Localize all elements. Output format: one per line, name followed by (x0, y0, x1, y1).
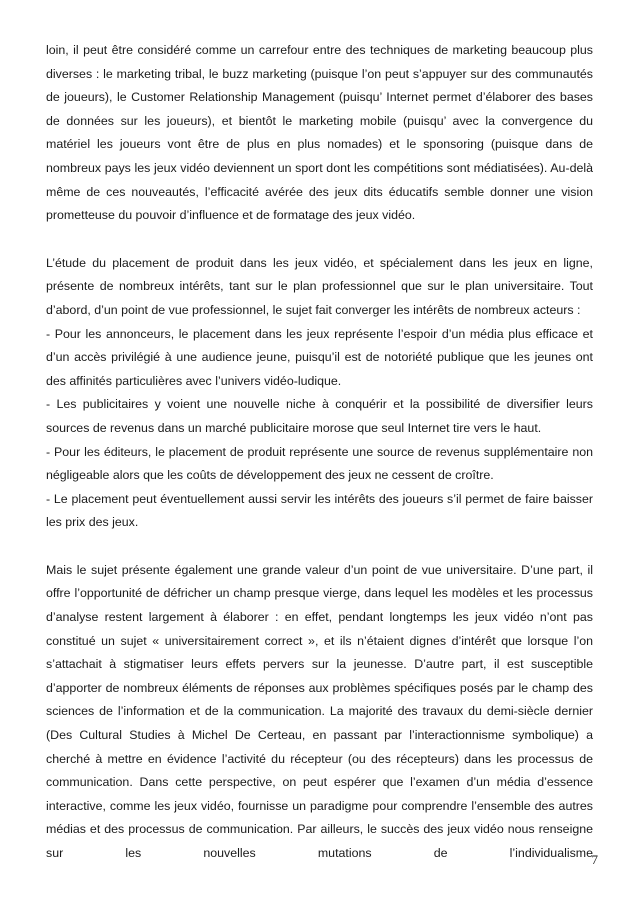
list-item-publicitaires: - Les publicitaires y voient une nouvelle niche à conquérir et la possibilité de diversifier leurs sources de revenus dans un marché publicitaire morose que seul Internet tire vers le haut. (46, 397, 593, 435)
paragraph-universitaire: Mais le sujet présente également une grande valeur d’un point de vue universitaire. D’une part, il offre l’opportunité de défricher un champ presque vierge, dans lequel les modèles et les processus d’analyse restent largement à élaborer : en effet, pendant longtemps les jeux vidéo n’ont pas constitué un sujet « universitairement correct », et ils n’étaient dignes d’intérêt que lorsque l’on s’attachait à stigmatiser leurs effets pervers sur la jeunesse. D’autre part, il est susceptible d’apporter de nombreux éléments de réponses aux problèmes spécifiques posés par le champ des sciences de l’information et de la communication. La majorité des travaux du demi-siècle dernier (Des Cultural Studies à Michel De Certeau, en passant par l’interactionnisme symbolique) a cherché à mettre en évidence l’activité du récepteur (ou des récepteurs) dans les processus de communication. Dans cette perspective, on peut espérer que l’examen d’un média d’essence interactive, comme les jeux vidéo, fournisse un paradigme pour comprendre l’ensemble des autres médias et des processus de communication. Par ailleurs, le succès des jeux vidéo nous renseigne sur les nouvelles mutations de l’individualisme (46, 562, 593, 860)
page-number: 7 (591, 852, 598, 867)
paragraph-marketing-techniques: loin, il peut être considéré comme un carrefour entre des techniques de marketing beaucoup plus diverses : le marketing tribal, le buzz marketing (puisque l’on peut s’appuyer sur des communautés de joueurs), le Customer Relationship Management (puisqu’ Internet permet d’élaborer des bases de données sur les joueurs), et bientôt le marketing mobile (puisqu’ avec la convergence du matériel les joueurs vont être de plus en plus nomades) et le sponsoring (puisque dans de nombreux pays les jeux vidéo deviennent un sport dont les compétitions sont médiatisées). Au-delà même de ces nouveautés, l’efficacité avérée des jeux dits éducatifs semble donner une vision prometteuse du pouvoir d’influence et de formatage des jeux vidéo. (46, 43, 593, 223)
list-item-annonceurs: - Pour les annonceurs, le placement dans les jeux représente l’espoir d’un média plus efficace et d’un accès privilégié à une audience jeune, puisqu’il est de notoriété publique que les jeunes ont des affinités particulières avec l’univers vidéo-ludique. (46, 326, 593, 388)
paragraph-placement-interests: L’étude du placement de produit dans les jeux vidéo, et spécialement dans les jeux en ligne, présente de nombreux intérêts, tant sur le plan professionnel que sur le plan universitaire. Tout d’abord, d’un point de vue professionnel, le sujet fait converger les intérêts de nombreux acteurs : (46, 255, 593, 317)
body-text (46, 39, 593, 866)
paragraph-gap (46, 228, 593, 252)
paragraph-gap (46, 535, 593, 559)
list-item-joueurs: - Le placement peut éventuellement aussi servir les intérêts des joueurs s’il permet de faire baisser les prix des jeux. (46, 491, 593, 530)
list-item-editeurs: - Pour les éditeurs, le placement de produit représente une source de revenus supplémentaire non négligeable alors que les coûts de développement des jeux ne cessent de croître. (46, 444, 593, 483)
